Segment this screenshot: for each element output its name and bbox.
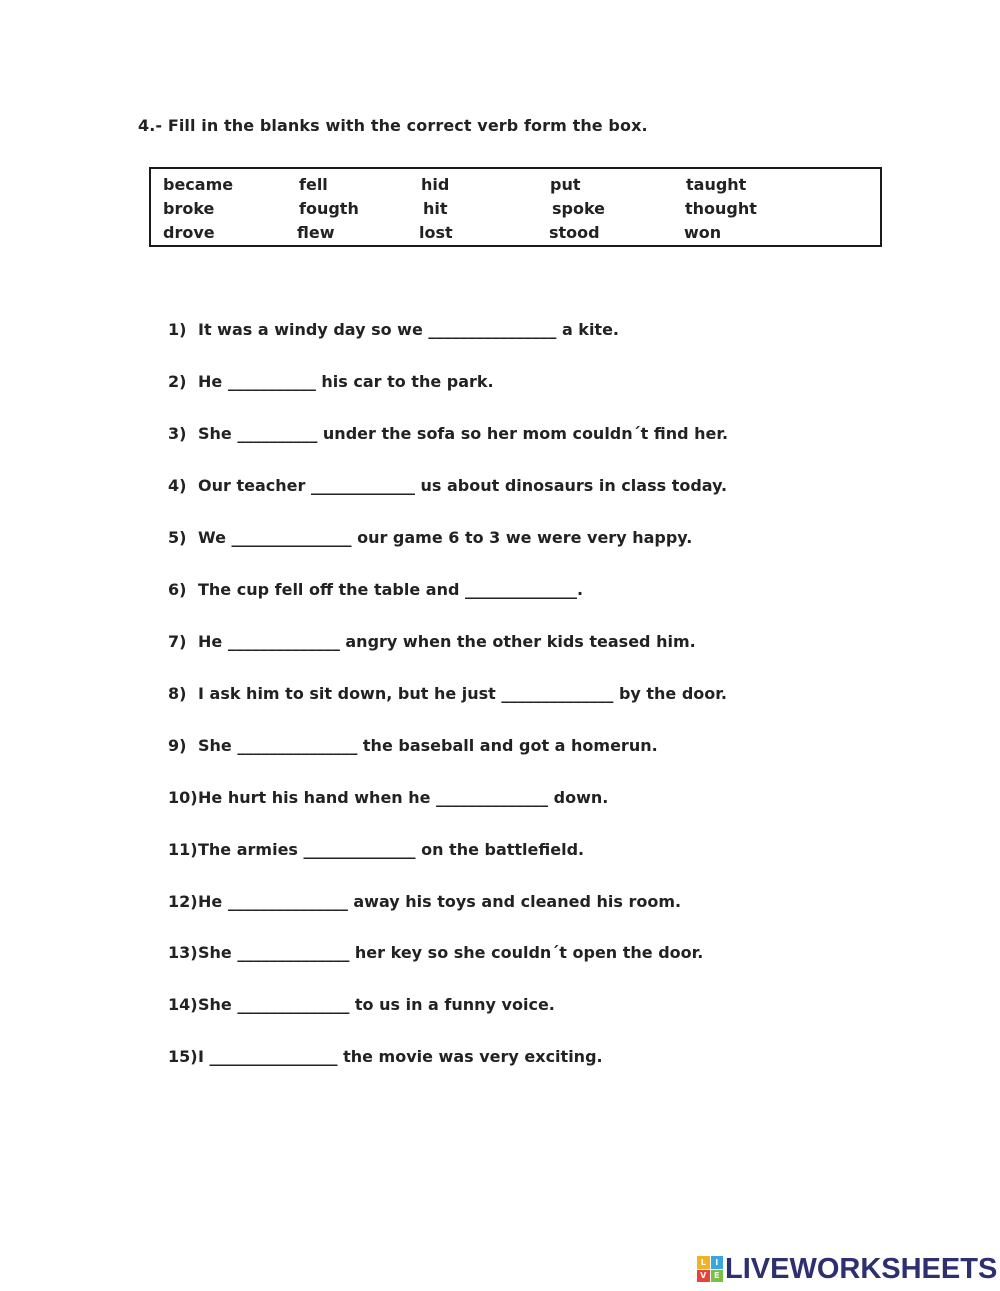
question-item bbox=[168, 372, 494, 391]
word-bank-item: hid bbox=[421, 175, 450, 194]
word-bank-item: put bbox=[550, 175, 581, 194]
question-text: He _______________ away his toys and cleaned his room. bbox=[198, 892, 682, 911]
word-bank-item: fell bbox=[299, 175, 328, 194]
word-bank-box bbox=[149, 167, 882, 247]
question-number: 4) bbox=[168, 476, 187, 495]
question-text: The armies ______________ on the battlefield. bbox=[198, 840, 585, 859]
question-item bbox=[168, 943, 703, 962]
logo-block: E bbox=[711, 1270, 724, 1283]
word-bank-item: flew bbox=[297, 223, 335, 242]
question-item bbox=[168, 840, 584, 859]
question-item bbox=[168, 684, 727, 703]
liveworksheets-logo bbox=[697, 1254, 997, 1284]
word-bank-item: thought bbox=[685, 199, 757, 218]
word-bank-item: lost bbox=[419, 223, 453, 242]
question-number: 7) bbox=[168, 632, 187, 651]
question-item bbox=[168, 788, 608, 807]
word-bank-item: became bbox=[163, 175, 234, 194]
logo-text: LIVEWORKSHEETS bbox=[725, 1252, 998, 1285]
question-number: 6) bbox=[168, 580, 187, 599]
question-text: The cup fell off the table and ______________. bbox=[198, 580, 584, 599]
logo-blocks-icon bbox=[697, 1256, 723, 1282]
question-number: 14) bbox=[168, 995, 198, 1014]
question-item bbox=[168, 892, 681, 911]
question-text: He hurt his hand when he ______________ down. bbox=[198, 788, 609, 807]
question-item bbox=[168, 580, 583, 599]
question-text: I ________________ the movie was very exciting. bbox=[198, 1047, 603, 1066]
question-number: 5) bbox=[168, 528, 187, 547]
question-item bbox=[168, 476, 727, 495]
question-item bbox=[168, 528, 692, 547]
question-number: 3) bbox=[168, 424, 187, 443]
word-bank-item: spoke bbox=[552, 199, 606, 218]
question-number: 12) bbox=[168, 892, 198, 911]
question-number: 9) bbox=[168, 736, 187, 755]
exercise-instruction: 4.- Fill in the blanks with the correct verb form the box. bbox=[138, 116, 648, 135]
question-text: She ______________ to us in a funny voice. bbox=[198, 995, 555, 1014]
question-text: It was a windy day so we ________________ a kite. bbox=[198, 320, 620, 339]
word-bank-item: broke bbox=[163, 199, 215, 218]
question-item bbox=[168, 424, 728, 443]
logo-block: V bbox=[697, 1270, 710, 1283]
question-text: We _______________ our game 6 to 3 we were very happy. bbox=[198, 528, 693, 547]
question-number: 2) bbox=[168, 372, 187, 391]
question-number: 8) bbox=[168, 684, 187, 703]
question-text: I ask him to sit down, but he just ______________ by the door. bbox=[198, 684, 727, 703]
question-item bbox=[168, 1047, 603, 1066]
question-text: He ___________ his car to the park. bbox=[198, 372, 494, 391]
word-bank-item: fougth bbox=[299, 199, 359, 218]
logo-block: I bbox=[711, 1256, 724, 1269]
word-bank-item: hit bbox=[423, 199, 448, 218]
question-text: She ______________ her key so she couldn´t open the door. bbox=[198, 943, 704, 962]
question-number: 10) bbox=[168, 788, 198, 807]
question-number: 15) bbox=[168, 1047, 198, 1066]
question-item bbox=[168, 320, 619, 339]
question-text: She __________ under the sofa so her mom couldn´t find her. bbox=[198, 424, 729, 443]
question-number: 13) bbox=[168, 943, 198, 962]
question-text: He ______________ angry when the other kids teased him. bbox=[198, 632, 696, 651]
word-bank-item: won bbox=[684, 223, 722, 242]
question-number: 1) bbox=[168, 320, 187, 339]
word-bank-item: taught bbox=[686, 175, 747, 194]
question-number: 11) bbox=[168, 840, 198, 859]
question-item bbox=[168, 995, 555, 1014]
question-item bbox=[168, 632, 696, 651]
logo-block: L bbox=[697, 1256, 710, 1269]
question-text: She _______________ the baseball and got a homerun. bbox=[198, 736, 658, 755]
word-bank-item: drove bbox=[163, 223, 215, 242]
question-text: Our teacher _____________ us about dinosaurs in class today. bbox=[198, 476, 728, 495]
question-item bbox=[168, 736, 658, 755]
word-bank-item: stood bbox=[549, 223, 600, 242]
